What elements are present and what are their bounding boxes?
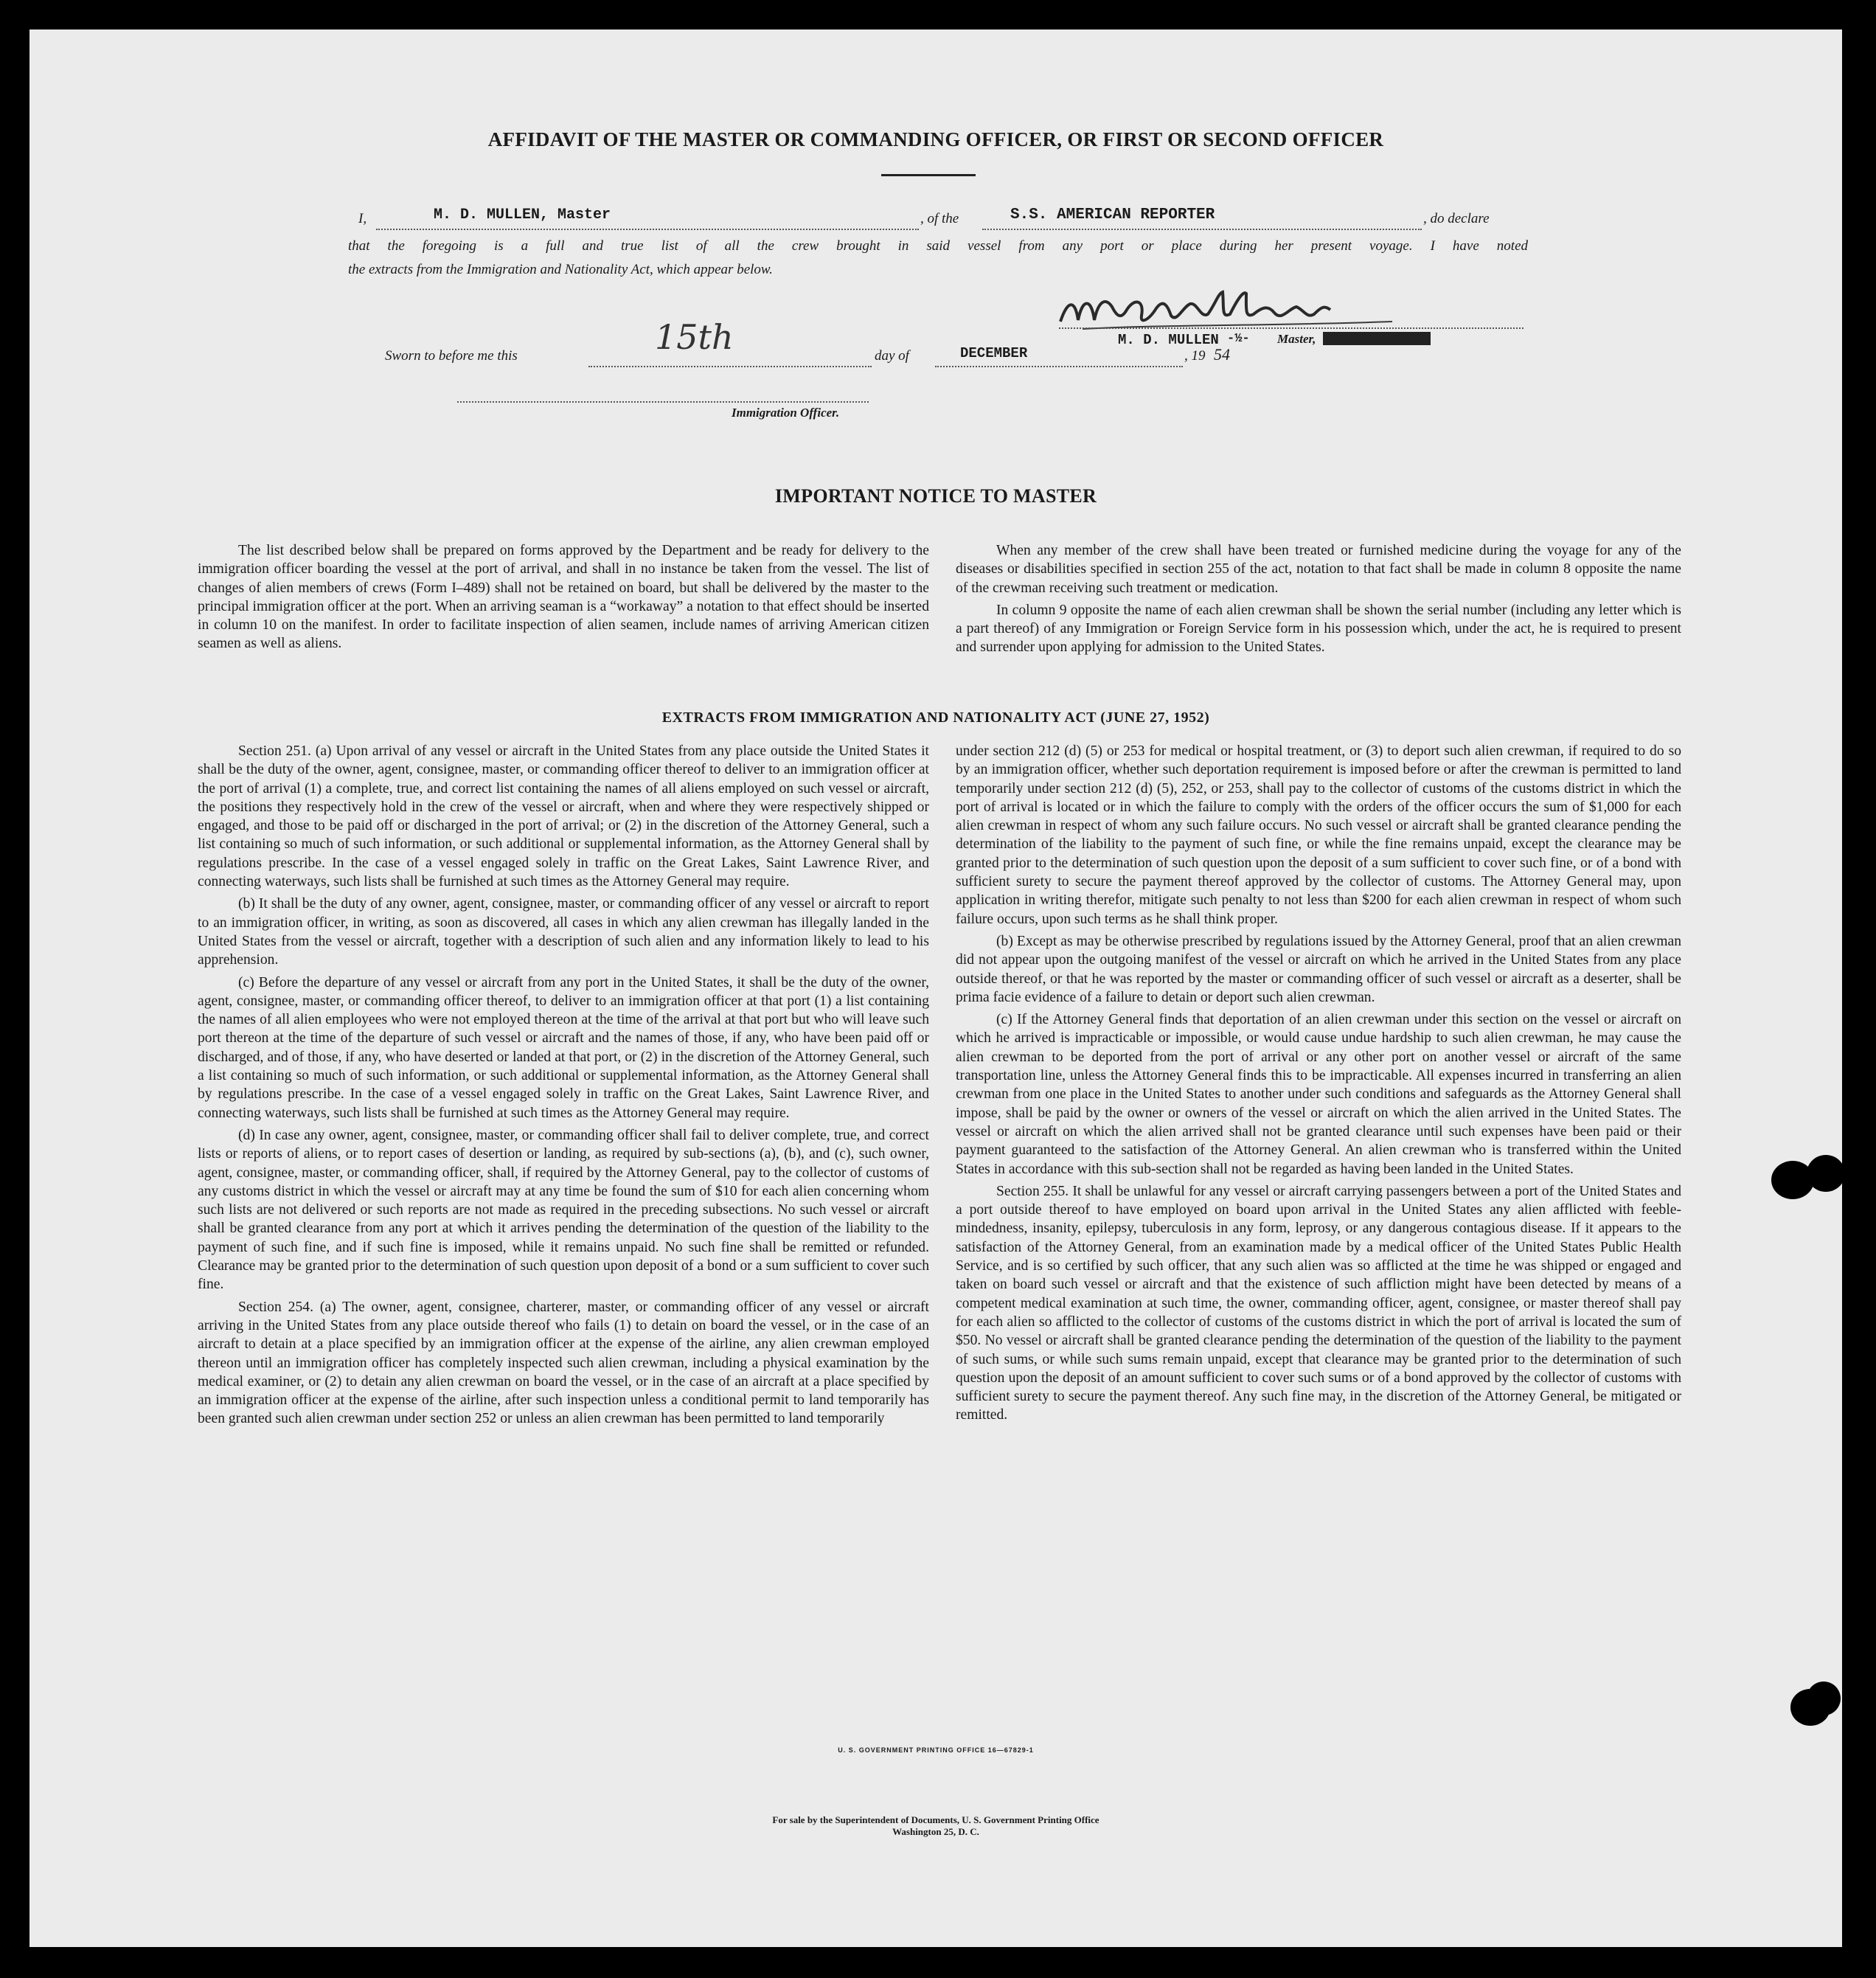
extracts-left-column [198,742,929,1432]
print-code: U. S. GOVERNMENT PRINTING OFFICE 16—67829-1 [838,1746,1034,1754]
section-251-d: (d) In case any owner, agent, consignee, master, or commanding officer shall fail to deliver complete, true, and correct lists or reports of aliens, or to report cases of desertion or landing, as required by sub-sections (a), (b), and (c), such owner, agent, consignee, master, or commanding officer, shall, if required by the Attorney General, pay to the collector of customs of any customs district in which the vessel or aircraft may at any time be found the sum of $10 for each alien concerning whom such lists are not delivered or such reports are not made as required in the preceding subsections. No such vessel or aircraft shall be granted clearance from any port at which it arrives pending the determination of the question of the liability to the payment of such fine, and if such fine is imposed, while it remains unpaid. No such fine shall be remitted or refunded. Clearance may be granted prior to the determination of such question upon deposit of a bond or a sum sufficient to cover such fine. [198,1127,929,1293]
notice-left-column [198,541,929,657]
year-prefix: , 19 [1184,348,1206,364]
immigration-officer-label: Immigration Officer. [732,406,840,420]
section-251-b: (b) It shall be the duty of any owner, agent, consignee, master, or commanding officer of any vessel or aircraft to report to an immigration officer, in writing, as soon as discovered, all cases in which any alien crewman has illegally landed in the United States from the vessel or aircraft, together with a description of such alien and any information likely to lead to his apprehension. [198,896,929,968]
master-name-typed: M. D. MULLEN, Master [434,207,611,223]
sworn-day-handwritten: 15th [655,317,734,357]
binder-hole-mark [1807,1155,1845,1192]
notice-heading: IMPORTANT NOTICE TO MASTER [774,485,1097,507]
section-254-c: (c) If the Attorney General finds that deportation of an alien crewman under this section on the vessel or aircraft on which he arrived is impracticable or impossible, or would cause undue hardship to such alien crewman, he may cause the alien crewman to be deported from the port of arrival or any other port on another vessel or aircraft of the same transportation line, unless the Attorney General finds this to be impracticable. All expenses incurred in transferring an alien crewman from one place in the United States to another under such conditions and safeguards as the Attorney General shall impose, shall be paid by the owner or owners of the vessel or aircraft on which the alien arrived in the United States. The vessel or aircraft on which the alien arrived shall not be granted clearance until such expenses have been paid or their payment guaranteed to the satisfaction of the Attorney General. An alien crewman who is transferred within the United States in accordance with this sub-section shall not be regarded as having been landed in the United States. [956,1012,1681,1177]
struck-label: Commanding Officer [1323,332,1431,344]
section-254-a: Section 254. (a) The owner, agent, consignee, charterer, master, or commanding officer of any vessel or aircraft arriving in the United States from any place outside thereof who fails (1) to detain on board the vessel, or in the case of an aircraft to detain at a place specified by an immigration officer at the expense of the airline, any alien crewman employed thereon until an immigration officer has completely inspected such alien crewman, including a physical examination by the medical examiner, or (2) to detain any alien crewman on board the vessel, or in the case of an aircraft at a place specified by an immigration officer at the expense of the airline, after such inspection unless a conditional permit to land temporarily has been granted such alien crewman under section 252 or unless an alien crewman has been permitted to land temporarily [198,1299,929,1427]
typed-signature-name: M. D. MULLEN [1118,332,1219,348]
do-declare-label: , do declare [1423,211,1490,226]
declaration-line-1: that the foregoing is a full and true list of all the crew brought in said vessel from any port or place during her present voyage. I have noted [348,238,1528,254]
section-251-a: Section 251. (a) Upon arrival of any vessel or aircraft in the United States from any place outside the United States it shall be the duty of the owner, agent, consignee, master, or commanding officer thereof to deliver to an immigration officer at the port of arrival (1) a complete, true, and correct list containing the names of all aliens employed on such vessel or aircraft, the positions they respectively hold in the crew of the vessel or aircraft, when and where they were respectively shipped or engaged, and those to be paid off or discharged in the port of arrival; or (2) in the discretion of the Attorney General, such a list containing so much of such information, or such additional or supplemental information, as the Attorney General shall by regulations prescribe. In the case of a vessel engaged solely in traffic on the Great Lakes, Saint Lawrence River, and connecting waterways, such lists shall be furnished at such times as the Attorney General may require. [198,743,929,890]
vessel-name-typed: S.S. AMERICAN REPORTER [1010,207,1215,223]
sworn-label: Sworn to before me this [385,348,518,364]
extracts-right-column [956,742,1681,1429]
section-255: Section 255. It shall be unlawful for any vessel or aircraft carrying passengers between a port of the United States and a port outside thereof to have employed on board upon arrival in the United States any alien afflicted with feeble-mindedness, insanity, epilepsy, tuberculosis in any form, leprosy, or any dangerous contagious disease. If it appears to the satisfaction of the Attorney General, from an examination made by a medical officer of the United States Public Health Service, and is so certified by such officer, that any such alien was so afflicted at the time he was shipped or engaged and taken on board such vessel or aircraft and that the existence of such affliction might have been detected by means of a competent medical examination at such time, the owner, commanding officer, agent, consignee, or master thereof shall pay for each alien so afflicted to the collector of customs of the customs district in which the port of arrival is located the sum of $50. No vessel or aircraft shall be granted clearance pending the determination of the question of the liability to the payment of such sums, or while such sums remain unpaid, except that clearance may be granted prior to the determination of such question upon the deposit of an amount sufficient to cover such sums or of a bond approved by the collector of customs with sufficient surety to secure the payment thereof. Any such fine may, in the discretion of the Attorney General, be mitigated or remitted. [956,1183,1681,1423]
day-of-label: day of [875,348,909,364]
binder-hole-mark [1807,1682,1841,1715]
immigration-officer-line [457,400,869,403]
year-suffix: 54 [1214,345,1230,364]
master-label: Master, [1277,332,1316,346]
sale-line-1: For sale by the Superintendent of Documents, U. S. Government Printing Office [772,1814,1099,1825]
notice-right-column [956,541,1681,661]
signature-line [1059,326,1524,329]
section-254-b: (b) Except as may be otherwise prescribed by regulations issued by the Attorney General, proof that an alien crewman did not appear upon the outgoing manifest of the vessel or aircraft on which he arrived in the United States from any place outside thereof, or that he was reported by the master or commanding officer of such vessel or aircraft as a deserter, shall be prima facie evidence of a failure to detain or deport such alien crewman. [956,933,1681,1005]
sale-line-2: Washington 25, D. C. [892,1826,979,1837]
month-typed: DECEMBER [960,345,1028,361]
affidavit-heading: AFFIDAVIT OF THE MASTER OR COMMANDING OFFICER, OR FIRST OR SECOND OFFICER [487,128,1384,150]
notice-right-paragraph-2: In column 9 opposite the name of each alien crewman shall be shown the serial number (including any letter which is a part thereof) of any Immigration or Foreign Service form in his possession which, under the act, he is required to present and surrender upon applying for admission to the United States. [956,602,1681,656]
section-254-a-continued: under section 212 (d) (5) or 253 for medical or hospital treatment, or (3) to deport such alien crewman, if required to do so by an immigration officer, whether such deportation requirement is imposed before or after the crewman is permitted to land temporarily under section 212 (d) (5), 252, or 253, shall pay to the collector of customs of the customs district in which the port of arrival is located or in which the failure to comply with the orders of the officer occurs the sum of $1,000 for each alien crewman in respect of whom any such failure occurs. No such vessel or aircraft shall be granted clearance pending the determination of the liability to the payment of such fine, or while the fine remains unpaid, except the clearance may be granted prior to the determination of such question upon the deposit of a sum sufficient to cover such fine, or of a bond with sufficient surety to secure the payment thereof approved by the collector of customs. The Attorney General may, upon application in writing therefor, mitigate such penalty to not less than $200 for each alien crewman in respect of whom such failure occurs, upon such terms as he shall think proper. [956,743,1681,927]
notice-left-paragraph: The list described below shall be prepared on forms approved by the Department and be ready for delivery to the immigration officer boarding the vessel at the port of arrival, and shall in no instance be taken from the vessel. The list of changes of alien members of crews (Form I–489) shall not be retained on board, but shall be delivered by the master to the principal immigration officer at the port. When an arriving seaman is a “workaway” a notation to that effect should be inserted in column 10 on the manifest. In order to facilitate inspection of alien seamen, include names of arriving American citizen seamen as well as aliens. [198,543,929,652]
notice-right-paragraph-1: When any member of the crew shall have been treated or furnished medicine during the voyage for any of the diseases or disabilities specified in section 255 of the act, notation to that fact shall be made in column 8 opposite the name of the crewman receiving such treatment or medication. [956,543,1681,596]
declaration-line-2: the extracts from the Immigration and Nationality Act, which appear below. [348,262,773,277]
typed-signature-fraction: -½- [1227,332,1250,346]
heading-rule [881,174,976,176]
i-label: I, [358,211,367,226]
document-page [29,30,1842,1947]
extracts-heading: EXTRACTS FROM IMMIGRATION AND NATIONALITY ACT (JUNE 27, 1952) [661,709,1210,726]
of-the-label: , of the [920,211,959,226]
section-251-c: (c) Before the departure of any vessel or aircraft from any port in the United States, it shall be the duty of the owner, agent, consignee, master, or commanding officer thereof, to deliver to an immigration officer at that port (1) a list containing the names of all alien employees who were not employed thereon at the time of the arrival at that port but who will leave such port thereon at the time of the departure of such vessel or aircraft and the names of those, if any, who have been paid off or discharged, and of those, if any, who have deserted or landed at that port, or (2) in the discretion of the Attorney General, such a list containing so much of such information, or such additional or supplemental information, as the Attorney General shall by regulations prescribe. In the case of a vessel engaged solely in traffic on the Great Lakes, Saint Lawrence River, and connecting waterways, such lists shall be furnished at such times as the Attorney General may require. [198,974,929,1121]
